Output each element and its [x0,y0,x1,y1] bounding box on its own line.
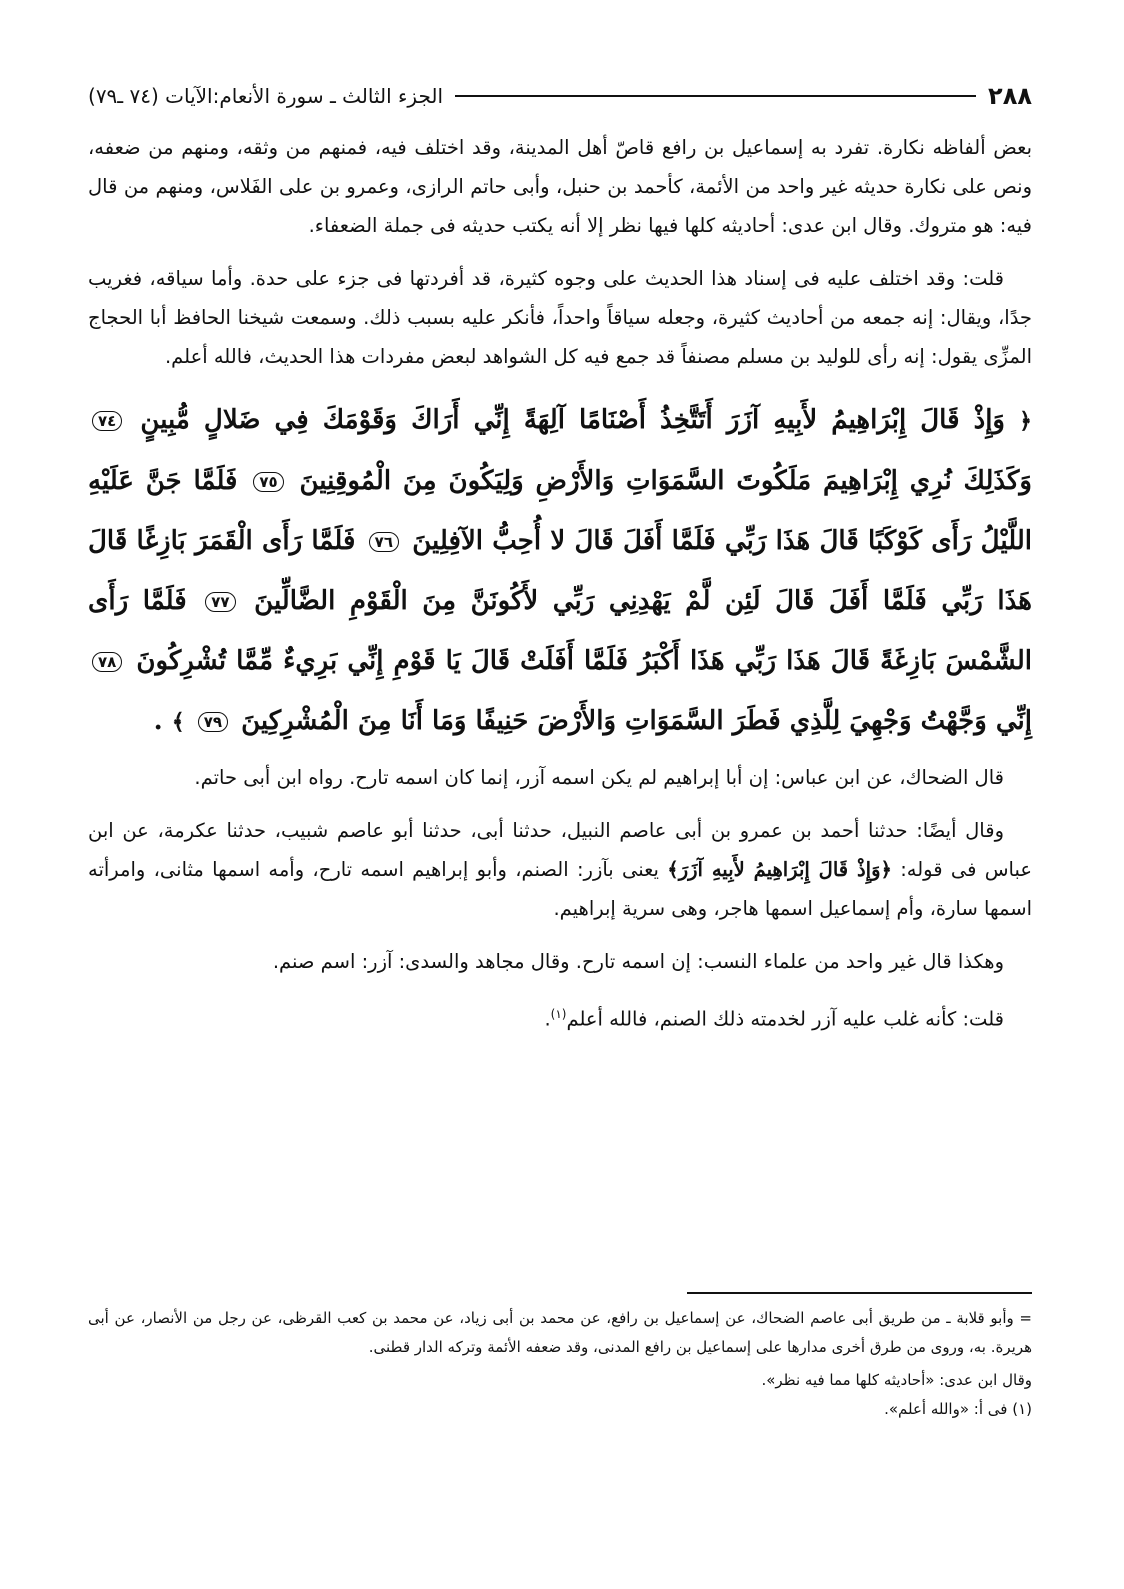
paragraph-ikrimah [88,811,1032,928]
verse-text-74: وَإِذْ قَالَ إِبْرَاهِيمُ لأَبِيهِ آزَرَ أَتَتَّخِذُ أَصْنَامًا آلِهَةً إِنِّي أَرَاكَ وَقَوْمَكَ فِي ضَلالٍ مُّبِينٍ [140,405,1005,435]
footnotes [88,1304,1032,1424]
paragraph-commentary-1: بعض ألفاظه نكارة. تفرد به إسماعيل بن رافع قاصّ أهل المدينة، وقد اختلف فيه، فمنهم من وثقه، ومنهم من ضعفه، ونص على نكارة حديثه غير واحد من الأئمة، كأحمد بن حنبل، وأبى حاتم الرازى، وعمرو بن على الفَلاس، ومنهم من قال فيه: هو متروك. وقال ابن عدى: أحاديثه كلها فيها نظر إلا أنه يكتب حديثه فى جملة الضعفاء. [88,136,1032,237]
ayah-number-76: ٧٦ [369,532,399,552]
footnote-ref-1[interactable]: (١) [550,1007,567,1021]
ayah-number-75: ٧٥ [253,472,283,492]
footnote-1: (١) فى أ: «والله أعلم». [884,1400,1032,1418]
verse-text-77: فَلَمَّا رَأَى الْقَمَرَ بَازِغًا قَالَ هَذَا رَبِّي فَلَمَّا أَفَلَ قَالَ لَئِن لَّمْ يَهْدِنِي رَبِّي لأَكُونَنَّ مِنَ الْقَوْمِ الضَّالِّينَ [88,526,1032,616]
paragraph-dahhak: قال الضحاك، عن ابن عباس: إن أبا إبراهيم لم يكن اسمه آزر، إنما كان اسمه تارح. رواه ابن أبى حاتم. [194,766,1004,789]
running-title: الجزء الثالث ـ سورة الأنعام:الآيات (٧٤ ـ٧٩) [88,84,444,108]
page-header [88,78,1032,114]
ayah-number-74: ٧٤ [92,411,122,431]
footnote-separator [687,1292,1032,1294]
verse-text-78: فَلَمَّا رَأَى الشَّمْسَ بَازِغَةً قَالَ هَذَا رَبِّي هَذَا أَكْبَرُ فَلَمَّا أَفَلَتْ قَالَ يَا قَوْمِ إِنِّي بَرِيءٌ مِّمَّا تُشْرِكُونَ [88,586,1032,676]
paragraph-genealogists: وهكذا قال غير واحد من علماء النسب: إن اسمه تارح. وقال مجاهد والسدى: آزر: اسم صنم. [272,950,1004,973]
footnote-continued: = وأبو قلابة ـ من طريق أبى عاصم الضحاك، عن إسماعيل بن رافع، عن محمد بن أبى زياد، عن محمد بن كعب القرظى، عن رجل من الأنصار، عن أبى هريرة. به، وروى من طرق أخرى مدارها على إسماعيل بن رافع المدنى، وقد ضعفه الأئمة وتركه الدار قطنى. [88,1309,1032,1356]
verse-end-period: . [153,706,163,736]
ornate-bracket-open: ﴿ [1019,408,1032,434]
ayah-number-77: ٧٧ [205,592,235,612]
verse-text-76: فَلَمَّا جَنَّ عَلَيْهِ اللَّيْلُ رَأَى كَوْكَبًا قَالَ هَذَا رَبِّي فَلَمَّا أَفَلَ قَالَ لا أُحِبُّ الآفِلِينَ [88,466,1032,556]
verse-text-79: إِنِّي وَجَّهْتُ وَجْهِيَ لِلَّذِي فَطَرَ السَّمَوَاتِ وَالأَرْضَ حَنِيفًا وَمَا أَنَا مِنَ الْمُشْرِكِينَ [241,706,1032,736]
conclusion-text: قلت: كأنه غلب عليه آزر لخدمته ذلك الصنم، فالله أعلم [566,1007,1004,1031]
paragraph-conclusion [88,995,1032,1039]
page-number: ٢٨٨ [988,82,1032,110]
paragraph-commentary-2: قلت: وقد اختلف عليه فى إسناد هذا الحديث على وجوه كثيرة، قد أفردتها فى جزء على حدة. وأما سياقه، فغريب جدًا، ويقال: إنه جمعه من أحاديث كثيرة، وجعله سياقاً واحداً، فأنكر عليه بسبب ذلك. وسمعت شيخنا الحافظ أبا الحجاج المزِّى يقول: إنه رأى للوليد بن مسلم مصنفاً قد جمع فيه كل الشواهد لبعض مفردات هذا الحديث، فالله أعلم. [88,267,1032,368]
page-body [88,128,1032,1053]
footnote-ibn-adi: وقال ابن عدى: «أحاديثه كلها مما فيه نظر». [761,1371,1032,1389]
paragraph-ikrimah-before: وقال أيضًا: حدثنا أحمد بن عمرو بن أبى عاصم النبيل، حدثنا أبى، حدثنا أبو عاصم شبيب، حدثنا عكرمة، عن ابن عباس فى قوله: [88,819,1032,881]
ornate-bracket-close: ﴾ [171,709,185,735]
quran-verses [88,390,1032,752]
ayah-number-78: ٧٨ [92,652,122,672]
ayah-number-79: ٧٩ [198,712,228,732]
inline-quran-quote: ﴿وَإِذْ قَالَ إِبْرَاهِيمُ لأَبِيهِ آزَرَ﴾ [667,858,892,881]
header-rule [455,95,976,97]
verse-text-75: وَكَذَلِكَ نُرِي إِبْرَاهِيمَ مَلَكُوتَ السَّمَوَاتِ وَالأَرْضِ وَلِيَكُونَ مِنَ الْمُوقِنِينَ [299,466,1032,496]
conclusion-period: . [544,1007,551,1031]
paragraph-ikrimah-after: يعنى بآزر: الصنم، وأبو إبراهيم اسمه تارح، وأمه اسمها مثانى، وامرأته اسمها سارة، وأم إسماعيل اسمها هاجر، وهى سرية إبراهيم. [88,858,1032,920]
